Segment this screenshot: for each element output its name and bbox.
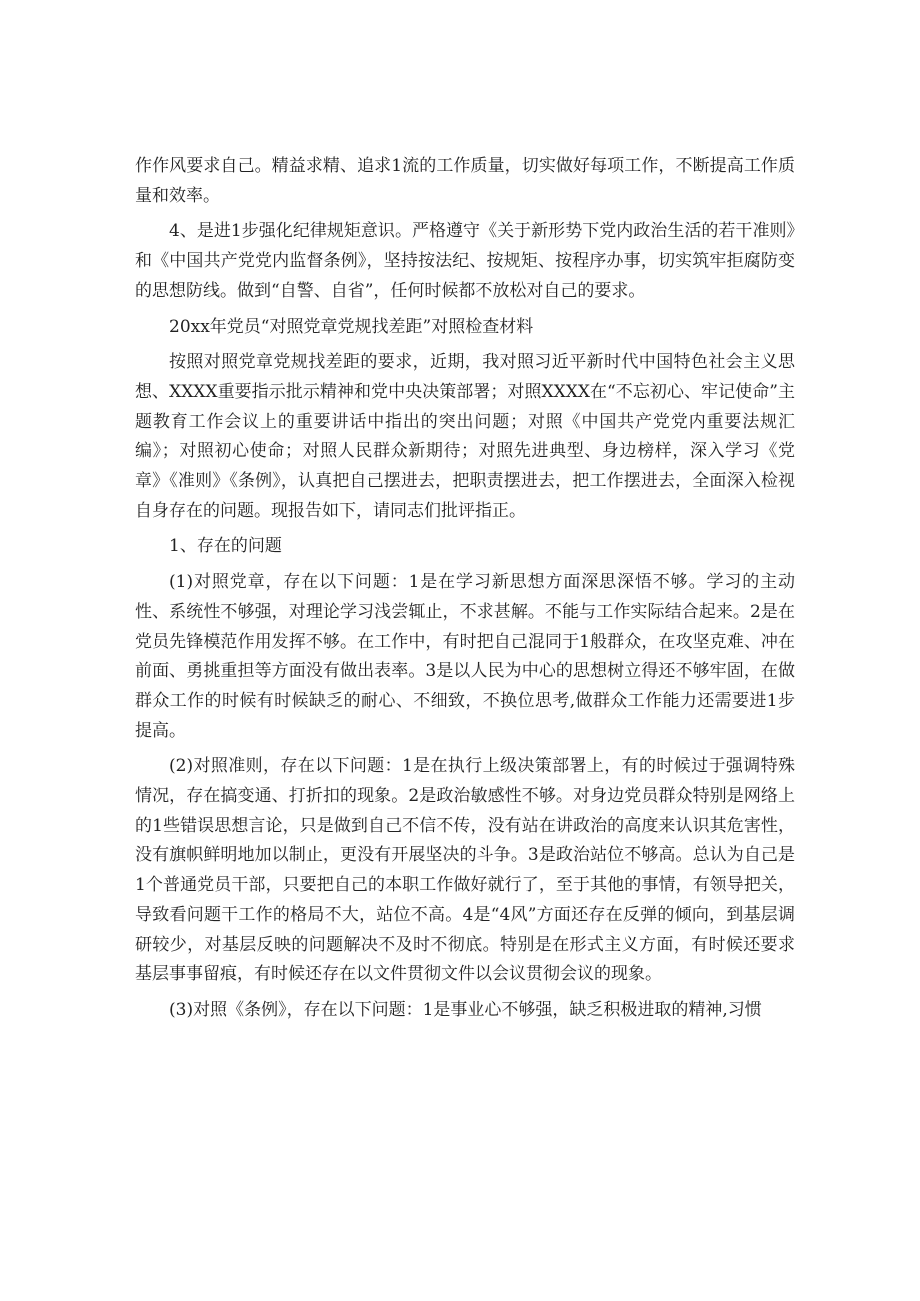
document-title: 20xx年党员“对照党章党规找差距”对照检查材料 <box>169 316 534 337</box>
regulations-paragraph: (3)对照《条例》，存在以下问题：1是事业心不够强，缺乏积极进取的精神,习惯 <box>169 999 762 1020</box>
continued-paragraph: 作作风要求自己。精益求精、追求1流的工作质量，切实做好每项工作，不断提高工作质量和效率。 <box>135 156 795 206</box>
section-heading-problems: 1、存在的问题 <box>169 536 282 557</box>
guidelines-paragraph: (2)对照准则，存在以下问题：1是在执行上级决策部署上，有的时候过于强调特殊情况，存在搞变通、打折扣的现象。2是政治敏感性不够。对身边党员群众特别是网络上的1些错误思想言论，只是做到自己不信不传，没有站在讲政治的高度来认识其危害性，没有旗帜鲜明地加以制止，更没有开展坚决的斗争。3是政治站位不够高。总认为自己是1个普通党员干部，只要把自己的本职工作做好就行了，至于其他的事情，有领导把关，导致看问题干工作的格局不大，站位不高。4是“4风”方面还存在反弹的倾向，到基层调研较少，对基层反映的问题解决不及时不彻底。特别是在形式主义方面，有时候还要求基层事事留痕，有时候还存在以文件贯彻文件以会议贯彻会议的现象。 <box>135 756 795 985</box>
discipline-paragraph: 4、是进1步强化纪律规矩意识。严格遵守《关于新形势下党内政治生活的若干准则》和《中国共产党党内监督条例》，坚持按法纪、按规矩、按程序办事，切实筑牢拒腐防变的思想防线。做到“自警、自省”，任何时候都不放松对自己的要求。 <box>135 221 795 301</box>
party-constitution-paragraph: (1)对照党章，存在以下问题：1是在学习新思想方面深思深悟不够。学习的主动性、系统性不够强，对理论学习浅尝辄止，不求甚解。不能与工作实际结合起来。2是在党员先锋模范作用发挥不够。在工作中，有时把自己混同于1般群众，在攻坚克难、冲在前面、勇挑重担等方面没有做出表率。3是以人民为中心的思想树立得还不够牢固，在做群众工作的时候有时候缺乏的耐心、不细致，不换位思考,做群众工作能力还需要进1步提高。 <box>135 572 795 741</box>
document-page <box>135 152 795 1032</box>
intro-paragraph: 按照对照党章党规找差距的要求，近期，我对照习近平新时代中国特色社会主义思想、XXXX重要指示批示精神和党中央决策部署；对照XXXX在“不忘初心、牢记使命”主题教育工作会议上的重要讲话中指出的突出问题；对照《中国共产党党内重要法规汇编》；对照初心使命；对照人民群众新期待；对照先进典型、身边榜样，深入学习《党章》《准则》《条例》，认真把自己摆进去，把职责摆进去，把工作摆进去，全面深入检视自身存在的问题。现报告如下，请同志们批评指正。 <box>135 352 795 521</box>
